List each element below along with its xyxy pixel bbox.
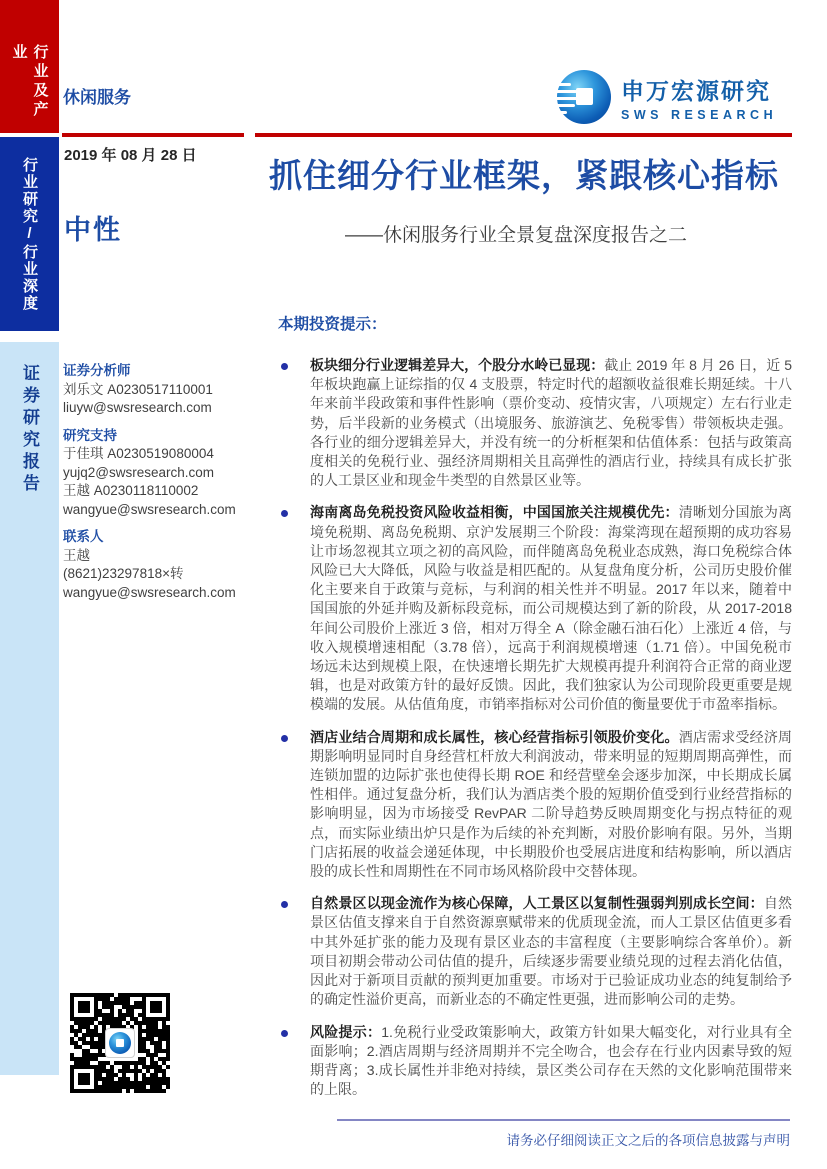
report-subtitle: ——休闲服务行业全景复盘深度报告之二 [344, 225, 687, 246]
section-title: 本期投资提示： [278, 316, 387, 333]
support-header: 研究支持 [63, 427, 117, 443]
contact-email: wangyue@swsresearch.com [63, 584, 236, 600]
footer-rule [337, 1119, 790, 1121]
qr-code [70, 993, 170, 1093]
bullet-text: 1.免税行业受政策影响大，政策方针如果大幅变化，对行业具有全面影响；2.酒店周期与经济周期并不完全吻合，也会存在行业内因素导致的短期背离；3.成长属性并非绝对持续，景区类公司存在天然的文化影响范围带来的上限。 [310, 1023, 792, 1098]
support-name-cert: 王越 A0230118110002 [63, 483, 199, 498]
analyst-email: liuyw@swsresearch.com [63, 400, 212, 415]
analyst-name-cert: 刘乐文 A0230517110001 [63, 381, 213, 397]
analyst-header: 证券分析师 [63, 363, 131, 378]
rating-badge: 中性 [64, 215, 122, 245]
bullet-list [278, 356, 792, 1099]
sidebar-securities-band [0, 342, 59, 1075]
bullet-lead: 海南离岛免税投资风险收益相衡，中国国旅关注规模优先： [310, 504, 679, 521]
report-date: 2019 年 08 月 28 日 [64, 147, 197, 164]
investment-highlights [278, 312, 792, 1112]
sidebar-industry-label: 行业及产业 [10, 44, 49, 120]
contact-name: 王越 [63, 547, 90, 563]
bullet-lead: 板块细分行业逻辑差异大，个股分水岭已显现： [310, 357, 605, 373]
support-email: wangyue@swsresearch.com [63, 501, 236, 517]
bullet-text: 清晰划分国旅为离境免税期、离岛免税期、京沪发展期三个阶段：海棠湾现在超预期的成功容易让市场忽视其立项之初的高风险，而伴随离岛免税业态成熟，海口免税综合体风险已大大降低，风险与收益是相匹配的。从复盘角度分析，公司历史股价催化主要来自于政策与竞标，与利润的相关性并不明显。2017 年以来，随着中国国旅的外延并购及新标段竞标，而公司规模达到了新的阶段，从 2017-2018 年间公司股价上涨近 3 倍，相对万得全 A（除金融石油石化）上涨近 4 倍，与收入规模增速相配（3.78 倍），远高于利润规模增速（1.71 倍）。中国免税市场远未达到规模上限，在快速增长期先扩大规模再提升利润符合正常的商业逻辑，也是对政策方针的最好反馈。因此，我们独家认为公司现阶段更重要是规模端的发展。从估值角度，市销率指标对公司价值的衡量要优于市盈率指标。 [310, 504, 793, 713]
sidebar-securities-label: 证券研究报告 [20, 364, 39, 496]
contact-phone: (8621)23297818×转 [63, 566, 184, 581]
support-name-cert: 于佳琪 A0230519080004 [63, 446, 214, 461]
header-rule-left [62, 133, 244, 137]
support-email: yujq2@swsresearch.com [63, 464, 215, 480]
sws-logo [557, 70, 777, 124]
contacts-panel [63, 362, 253, 602]
bullet-text: 截止 2019 年 8 月 26 日，近 5 年板块跑赢上证综指的仅 4 支股票，特定时代的超额收益很难长期延续。十八年来前半段政策和事件性影响（票价变动、疫情灾害，八项规定）左右行业走势，后半段新的业务模式（出境服务、旅游演艺、免税零售）带领板块走强。各行业的细分逻辑差异大，并没有统一的分析框架和估值体系：包括与政策高度相关的免税行业、强经济周期相关且高弹性的酒店行业，持续具有成长扩张的人工景区业和现金牛类型的自然景区业等。 [310, 357, 792, 489]
bullet-item [278, 356, 792, 490]
industry-tag: 休闲服务 [63, 88, 131, 107]
bullet-lead: 风险提示： [310, 1023, 382, 1040]
sidebar-research-band [0, 137, 59, 331]
bullet-lead: 酒店业结合周期和成长属性，核心经营指标引领股价变化。 [310, 728, 679, 745]
contact-header: 联系人 [63, 529, 104, 544]
report-title: 抓住细分行业框架，紧跟核心指标 [269, 157, 779, 194]
header-rule-right [255, 133, 792, 137]
bullet-text: 酒店需求受经济周期影响明显同时自身经营杠杆放大利润波动，带来明显的短期周期高弹性，而连锁加盟的边际扩张也使得长期 ROE 和经营壁垒会逐步加深，中长期成长属性相伴。通过复盘分析，我们认为酒店类个股的短期价值受到行业经营指标的影响明显，因为市场接受 RevPAR 二阶导趋势反映周期变化与拐点特征的观点，而实际业绩出炉只是作为后续的补充判断，对股价影响有限。另外，当期门店拓展的收益会递延体现，中长期股价也受展店进度和结构影响，所以酒店股的成长性和周期性在不同市场风格阶段中交替体现。 [310, 728, 793, 880]
qr-center-logo-icon [105, 1028, 135, 1058]
bullet-item [278, 503, 792, 714]
bullet-item [278, 1023, 792, 1100]
bullet-item [278, 894, 792, 1009]
bullet-item [278, 728, 792, 882]
logo-name-en: SWS RESEARCH [621, 107, 778, 122]
bullet-text: 自然景区估值支撑来自于自然资源禀赋带来的优质现金流，而人工景区估值更多看中其外延扩张的能力及现有景区业态的丰富程度（主要影响综合客单价）。新项目初期会带动公司估值的提升，后续逐步需要业绩兑现的过程去消化估值，因此对于新项目贡献的预判更加重要。市场对于已验证成功业态的纯复制给予的确定性溢价更高，而新业态的不确定性更强，进而影响公司的走势。 [310, 895, 793, 1008]
sws-globe-icon [557, 70, 611, 124]
footer-disclaimer: 请务必仔细阅读正文之后的各项信息披露与声明 [506, 1133, 790, 1148]
logo-name-cn: 申万宏源研究 [621, 77, 771, 104]
sidebar-industry-band [0, 0, 59, 133]
bullet-lead: 自然景区以现金流作为核心保障，人工景区以复制性强弱判别成长空间： [310, 895, 764, 912]
sidebar-research-label: 行业研究/行业深度 [21, 156, 38, 312]
